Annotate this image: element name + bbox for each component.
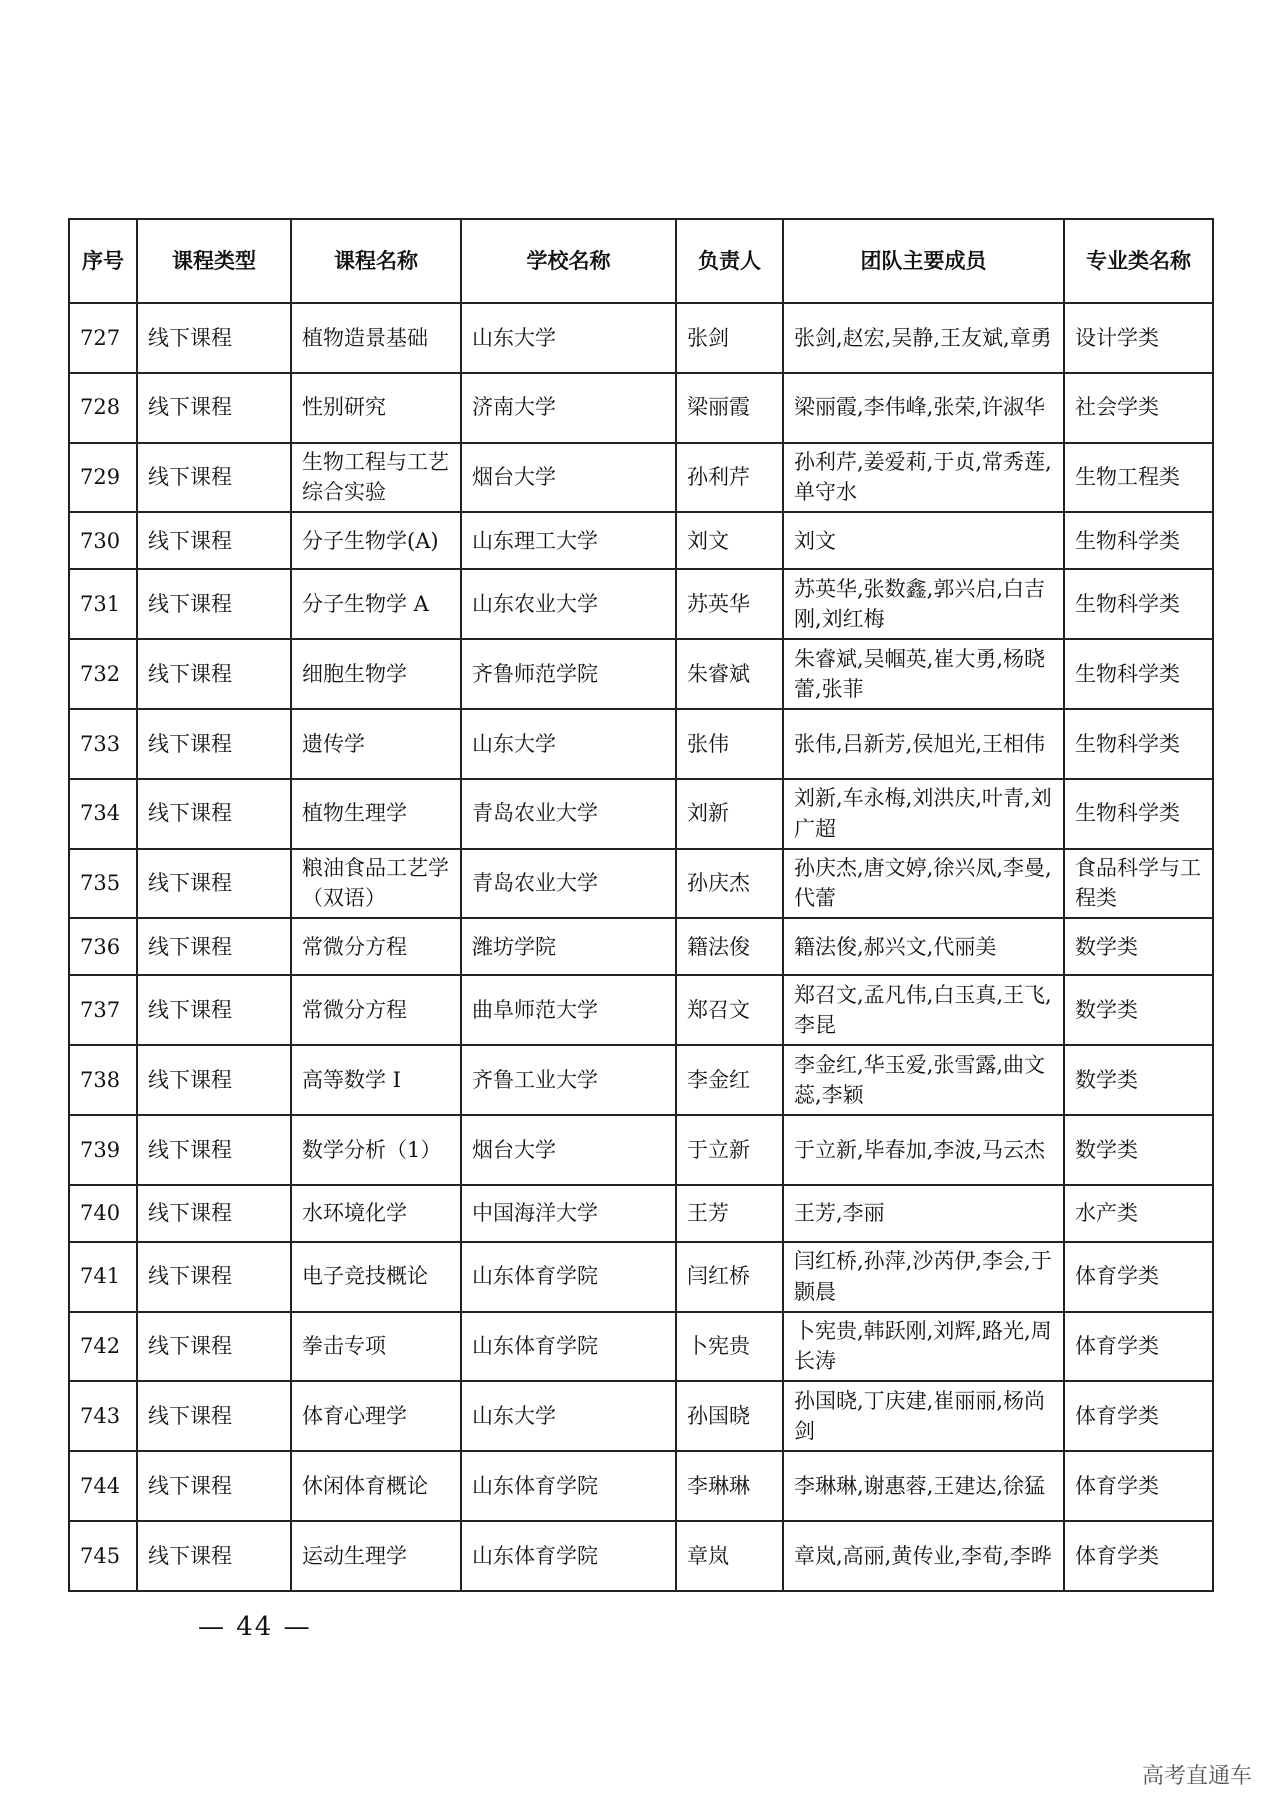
- table-cell: 卜宪贵,韩跃刚,刘辉,路光,周长涛: [783, 1312, 1064, 1382]
- table-cell: 山东大学: [461, 1381, 676, 1451]
- table-cell: 孙国晓: [676, 1381, 783, 1451]
- table-cell: 孙利芹: [676, 443, 783, 513]
- table-cell: 731: [69, 569, 137, 639]
- table-cell: 章岚: [676, 1521, 783, 1591]
- table-cell: 线下课程: [137, 779, 291, 849]
- table-cell: 体育学类: [1064, 1242, 1213, 1312]
- table-row: [69, 1045, 1213, 1115]
- header-cell: 序号: [69, 219, 137, 303]
- page-number: — 44 —: [198, 1612, 312, 1642]
- table-cell: 732: [69, 639, 137, 709]
- table-cell: 生物工程与工艺综合实验: [291, 443, 461, 513]
- table-cell: 电子竞技概论: [291, 1242, 461, 1312]
- table-cell: 体育学类: [1064, 1312, 1213, 1382]
- table-cell: 籍法俊: [676, 918, 783, 975]
- table-cell: 分子生物学(A): [291, 512, 461, 569]
- table-cell: 山东体育学院: [461, 1242, 676, 1312]
- table-cell: 中国海洋大学: [461, 1185, 676, 1242]
- table-cell: 设计学类: [1064, 303, 1213, 373]
- table-cell: 数学类: [1064, 918, 1213, 975]
- table-cell: 山东大学: [461, 303, 676, 373]
- table-cell: 李金红,华玉爱,张雪露,曲文蕊,李颖: [783, 1045, 1064, 1115]
- table-cell: 线下课程: [137, 975, 291, 1045]
- table-cell: 山东理工大学: [461, 512, 676, 569]
- table-cell: 植物造景基础: [291, 303, 461, 373]
- table-cell: 烟台大学: [461, 443, 676, 513]
- table-cell: 常微分方程: [291, 975, 461, 1045]
- table-cell: 孙国晓,丁庆建,崔丽丽,杨尚剑: [783, 1381, 1064, 1451]
- table-cell: 737: [69, 975, 137, 1045]
- table-cell: 齐鲁师范学院: [461, 639, 676, 709]
- table-row: [69, 512, 1213, 569]
- header-cell: 团队主要成员: [783, 219, 1064, 303]
- table-cell: 潍坊学院: [461, 918, 676, 975]
- table-cell: 743: [69, 1381, 137, 1451]
- table-cell: 高等数学 I: [291, 1045, 461, 1115]
- table-cell: 生物科学类: [1064, 779, 1213, 849]
- table-cell: 生物科学类: [1064, 639, 1213, 709]
- table-cell: 线下课程: [137, 1115, 291, 1185]
- table-cell: 运动生理学: [291, 1521, 461, 1591]
- table-row: [69, 569, 1213, 639]
- header-cell: 负责人: [676, 219, 783, 303]
- table-cell: 745: [69, 1521, 137, 1591]
- table-cell: 章岚,高丽,黄传业,李荀,李晔: [783, 1521, 1064, 1591]
- table-cell: 线下课程: [137, 1312, 291, 1382]
- table-cell: 生物工程类: [1064, 443, 1213, 513]
- table-cell: 线下课程: [137, 709, 291, 779]
- table-row: [69, 639, 1213, 709]
- table-cell: 社会学类: [1064, 373, 1213, 443]
- table-cell: 休闲体育概论: [291, 1451, 461, 1521]
- table-cell: 烟台大学: [461, 1115, 676, 1185]
- table-cell: 王芳: [676, 1185, 783, 1242]
- table-cell: 食品科学与工程类: [1064, 849, 1213, 919]
- table-row: [69, 373, 1213, 443]
- table-cell: 体育学类: [1064, 1521, 1213, 1591]
- table-cell: 孙庆杰,唐文婷,徐兴凤,李曼,代蕾: [783, 849, 1064, 919]
- table-cell: 水环境化学: [291, 1185, 461, 1242]
- table-row: [69, 709, 1213, 779]
- table-cell: 济南大学: [461, 373, 676, 443]
- table-body: [69, 303, 1213, 1591]
- table-cell: 分子生物学 A: [291, 569, 461, 639]
- table-cell: 王芳,李丽: [783, 1185, 1064, 1242]
- table-cell: 苏英华,张数鑫,郭兴启,白吉刚,刘红梅: [783, 569, 1064, 639]
- table-cell: 水产类: [1064, 1185, 1213, 1242]
- table-cell: 闫红桥,孙萍,沙芮伊,李会,于颢晨: [783, 1242, 1064, 1312]
- table-cell: 朱睿斌: [676, 639, 783, 709]
- table-cell: 数学类: [1064, 975, 1213, 1045]
- table-cell: 张剑: [676, 303, 783, 373]
- table-cell: 李琳琳: [676, 1451, 783, 1521]
- table-cell: 线下课程: [137, 1451, 291, 1521]
- table-cell: 苏英华: [676, 569, 783, 639]
- watermark: 高考直通车: [1141, 1764, 1252, 1789]
- table-cell: 体育心理学: [291, 1381, 461, 1451]
- table-row: [69, 443, 1213, 513]
- table-cell: 线下课程: [137, 443, 291, 513]
- table-cell: 刘文: [676, 512, 783, 569]
- table-cell: 山东体育学院: [461, 1451, 676, 1521]
- table-cell: 线下课程: [137, 1185, 291, 1242]
- course-table: [68, 218, 1214, 1592]
- table-cell: 朱睿斌,吴帼英,崔大勇,杨晓蕾,张菲: [783, 639, 1064, 709]
- table-cell: 730: [69, 512, 137, 569]
- table-cell: 736: [69, 918, 137, 975]
- table-cell: 742: [69, 1312, 137, 1382]
- table-cell: 数学分析（1）: [291, 1115, 461, 1185]
- table-row: [69, 918, 1213, 975]
- table-cell: 张伟,吕新芳,侯旭光,王相伟: [783, 709, 1064, 779]
- table-cell: 梁丽霞,李伟峰,张荣,许淑华: [783, 373, 1064, 443]
- header-cell: 专业类名称: [1064, 219, 1213, 303]
- table-cell: 生物科学类: [1064, 709, 1213, 779]
- table-cell: 细胞生物学: [291, 639, 461, 709]
- header-cell: 学校名称: [461, 219, 676, 303]
- table-cell: 733: [69, 709, 137, 779]
- table-header-row: [69, 219, 1213, 303]
- table-cell: 于立新,毕春加,李波,马云杰: [783, 1115, 1064, 1185]
- table-cell: 籍法俊,郝兴文,代丽美: [783, 918, 1064, 975]
- table-cell: 线下课程: [137, 639, 291, 709]
- table-cell: 线下课程: [137, 569, 291, 639]
- table-cell: 青岛农业大学: [461, 849, 676, 919]
- table-cell: 山东大学: [461, 709, 676, 779]
- table-row: [69, 779, 1213, 849]
- table-cell: 741: [69, 1242, 137, 1312]
- table-cell: 727: [69, 303, 137, 373]
- table-cell: 线下课程: [137, 849, 291, 919]
- table-cell: 孙利芹,姜爱莉,于贞,常秀莲,单守水: [783, 443, 1064, 513]
- table-cell: 线下课程: [137, 1521, 291, 1591]
- table-cell: 性别研究: [291, 373, 461, 443]
- table-cell: 山东农业大学: [461, 569, 676, 639]
- table-cell: 线下课程: [137, 1381, 291, 1451]
- table-cell: 遗传学: [291, 709, 461, 779]
- header-cell: 课程类型: [137, 219, 291, 303]
- table-cell: 孙庆杰: [676, 849, 783, 919]
- table-cell: 生物科学类: [1064, 512, 1213, 569]
- table-cell: 于立新: [676, 1115, 783, 1185]
- table-row: [69, 1185, 1213, 1242]
- table-cell: 山东体育学院: [461, 1521, 676, 1591]
- table-row: [69, 1115, 1213, 1185]
- table-cell: 线下课程: [137, 512, 291, 569]
- table-row: [69, 1381, 1213, 1451]
- table-cell: 拳击专项: [291, 1312, 461, 1382]
- table-cell: 体育学类: [1064, 1451, 1213, 1521]
- table-cell: 739: [69, 1115, 137, 1185]
- table-cell: 曲阜师范大学: [461, 975, 676, 1045]
- table-cell: 郑召文,孟凡伟,白玉真,王飞,李昆: [783, 975, 1064, 1045]
- table-row: [69, 1312, 1213, 1382]
- table-cell: 闫红桥: [676, 1242, 783, 1312]
- table-cell: 线下课程: [137, 1242, 291, 1312]
- table-cell: 刘新: [676, 779, 783, 849]
- table-row: [69, 975, 1213, 1045]
- table-cell: 738: [69, 1045, 137, 1115]
- table-cell: 生物科学类: [1064, 569, 1213, 639]
- table-row: [69, 1451, 1213, 1521]
- table-cell: 线下课程: [137, 1045, 291, 1115]
- table-cell: 梁丽霞: [676, 373, 783, 443]
- table-cell: 744: [69, 1451, 137, 1521]
- table-cell: 线下课程: [137, 303, 291, 373]
- table-cell: 数学类: [1064, 1115, 1213, 1185]
- table-cell: 山东体育学院: [461, 1312, 676, 1382]
- table-row: [69, 849, 1213, 919]
- table-cell: 729: [69, 443, 137, 513]
- table-row: [69, 1521, 1213, 1591]
- table-cell: 728: [69, 373, 137, 443]
- table-cell: 740: [69, 1185, 137, 1242]
- table-cell: 常微分方程: [291, 918, 461, 975]
- table-cell: 线下课程: [137, 918, 291, 975]
- table-cell: 刘新,车永梅,刘洪庆,叶青,刘广超: [783, 779, 1064, 849]
- table-cell: 线下课程: [137, 373, 291, 443]
- table-cell: 粮油食品工艺学（双语）: [291, 849, 461, 919]
- table-cell: 735: [69, 849, 137, 919]
- table-cell: 郑召文: [676, 975, 783, 1045]
- table-cell: 刘文: [783, 512, 1064, 569]
- header-cell: 课程名称: [291, 219, 461, 303]
- table-cell: 张伟: [676, 709, 783, 779]
- table-row: [69, 1242, 1213, 1312]
- table-cell: 数学类: [1064, 1045, 1213, 1115]
- table-cell: 李琳琳,谢惠蓉,王建达,徐猛: [783, 1451, 1064, 1521]
- table-cell: 734: [69, 779, 137, 849]
- table-cell: 张剑,赵宏,吴静,王友斌,章勇: [783, 303, 1064, 373]
- table-cell: 体育学类: [1064, 1381, 1213, 1451]
- table-cell: 卜宪贵: [676, 1312, 783, 1382]
- table-cell: 青岛农业大学: [461, 779, 676, 849]
- table-cell: 植物生理学: [291, 779, 461, 849]
- table-row: [69, 303, 1213, 373]
- table-cell: 齐鲁工业大学: [461, 1045, 676, 1115]
- table-cell: 李金红: [676, 1045, 783, 1115]
